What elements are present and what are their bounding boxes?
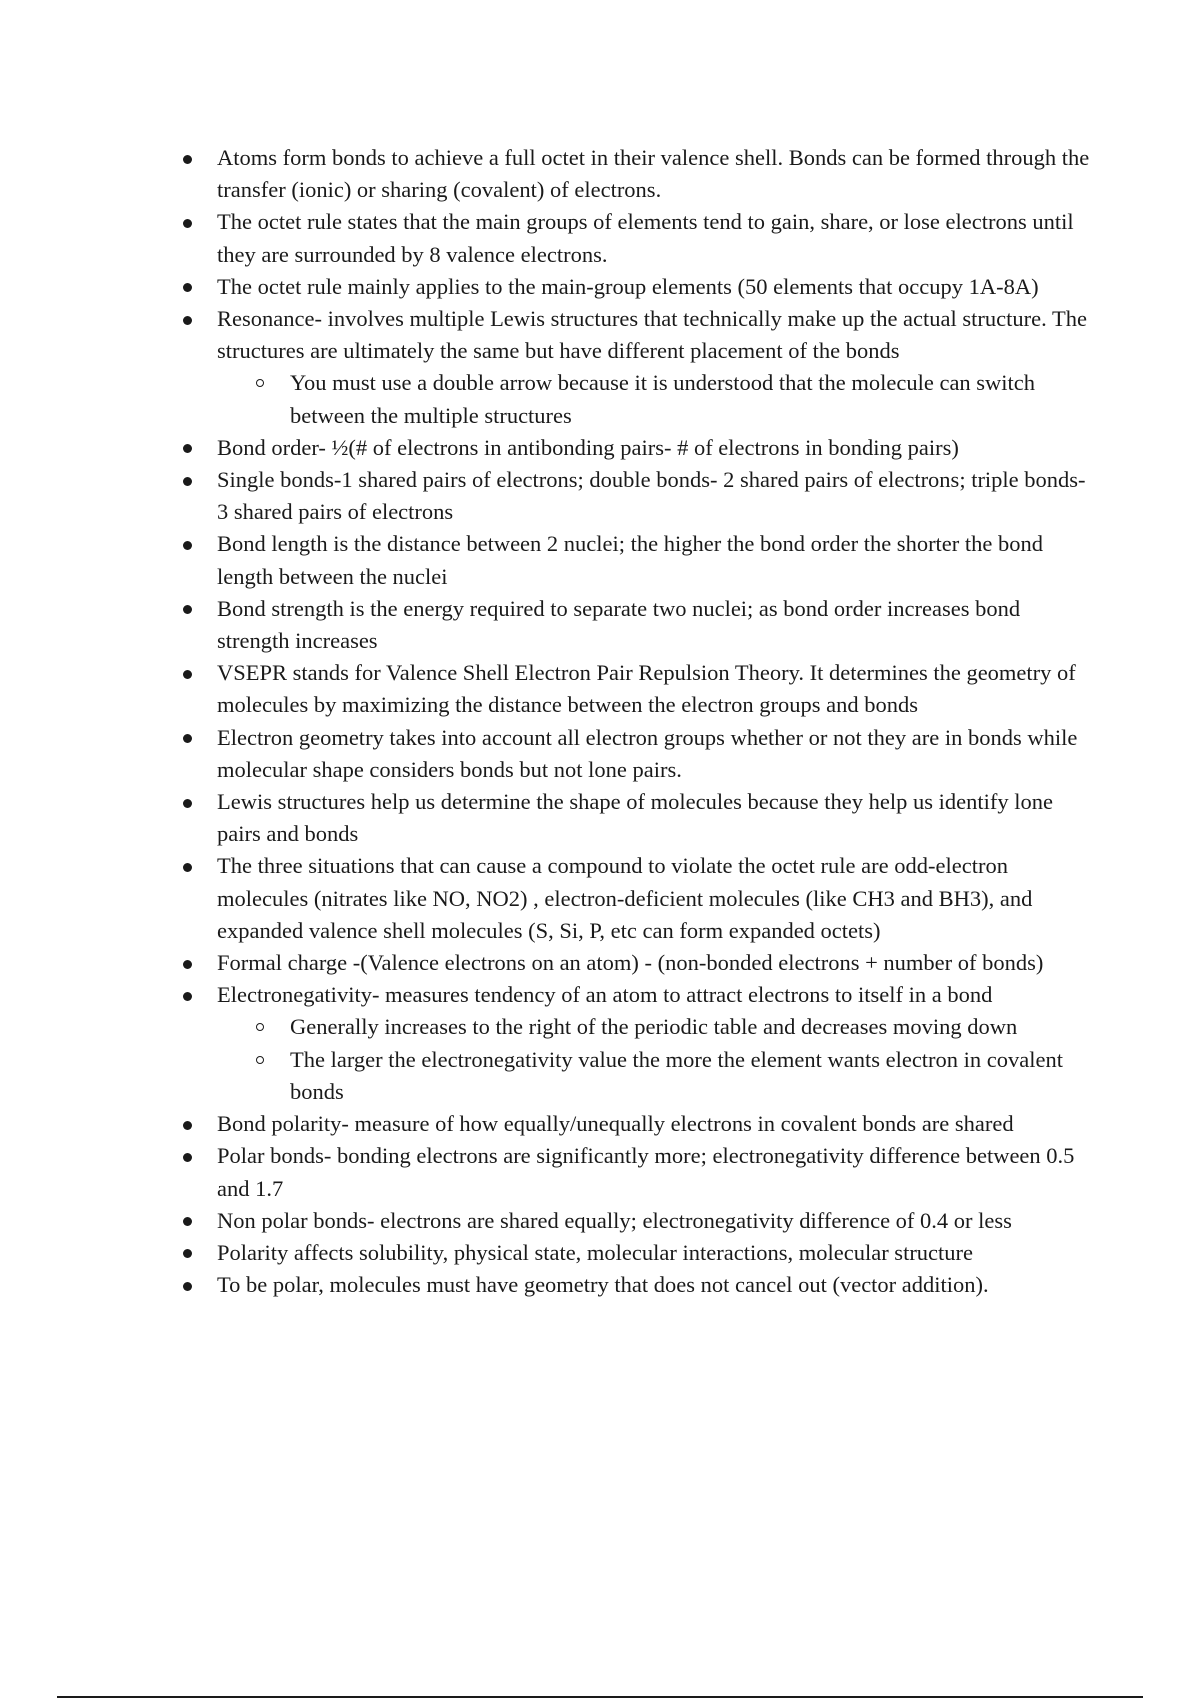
list-item-text: Electron geometry takes into account all electron groups whether or not they are in bonds while molecular shape considers bonds but not lone pairs.: [217, 724, 1078, 782]
list-item: [0, 206, 1097, 270]
list-item-text: The octet rule mainly applies to the main-group elements (50 elements that occupy 1A-8A): [217, 273, 1039, 299]
list-item: [0, 786, 1097, 850]
electronegativity-sub-list: [217, 1011, 1097, 1108]
list-item-text: Lewis structures help us determine the shape of molecules because they help us identify lone pairs and bonds: [217, 789, 1053, 847]
list-item: [0, 657, 1097, 721]
resonance-sub-list: [217, 367, 1097, 431]
page-bottom-rule: [57, 1696, 1143, 1698]
list-item: [0, 1269, 1097, 1301]
list-item-text: Bond order- ½(# of electrons in antibonding pairs- # of electrons in bonding pairs): [217, 434, 959, 460]
list-item: [0, 528, 1097, 592]
list-item: [0, 979, 1097, 1108]
list-item: [0, 1237, 1097, 1269]
sub-list-item: [0, 367, 1080, 431]
list-item: [0, 271, 1097, 303]
sub-list-item: [0, 1044, 1080, 1108]
list-item-text: Bond length is the distance between 2 nuclei; the higher the bond order the shorter the bond length between the nuclei: [217, 531, 1044, 589]
list-item: [0, 593, 1097, 657]
list-item: [0, 947, 1097, 979]
list-item: [0, 850, 1097, 947]
list-item-text: Electronegativity- measures tendency of an atom to attract electrons to itself in a bond: [217, 982, 993, 1008]
list-item-text: Formal charge -(Valence electrons on an atom) - (non-bonded electrons + number of bonds): [217, 950, 1044, 976]
list-item: [0, 432, 1097, 464]
sub-list-item-text: Generally increases to the right of the periodic table and decreases moving down: [290, 1014, 1018, 1040]
list-item-text: Non polar bonds- electrons are shared equally; electronegativity difference of 0.4 or less: [217, 1207, 1012, 1233]
list-item: [0, 1140, 1097, 1204]
list-item-text: The octet rule states that the main groups of elements tend to gain, share, or lose electrons until they are surrounded by 8 valence electrons.: [217, 209, 1074, 267]
list-item-text: The three situations that can cause a compound to violate the octet rule are odd-electron molecules (nitrates like NO, NO2) , electron-deficient molecules (like CH3 and BH3), and expanded valence shell molecules (S, Si, P, etc can form expanded octets): [217, 853, 1033, 943]
list-item: [0, 1205, 1097, 1237]
list-item: [0, 722, 1097, 786]
chemistry-notes-list: [0, 142, 1200, 1301]
list-item-text: To be polar, molecules must have geometry that does not cancel out (vector addition).: [217, 1272, 989, 1298]
sub-list-item-text: The larger the electronegativity value the more the element wants electron in covalent bonds: [290, 1046, 1064, 1104]
list-item-text: Bond strength is the energy required to separate two nuclei; as bond order increases bond strength increases: [217, 595, 1021, 654]
list-item-text: VSEPR stands for Valence Shell Electron Pair Repulsion Theory. It determines the geometry of molecules by maximizing the distance between the electron groups and bonds: [217, 660, 1076, 718]
list-item: [0, 142, 1097, 206]
list-item: [0, 1108, 1097, 1140]
list-item-text: Atoms form bonds to achieve a full octet in their valence shell. Bonds can be formed through the transfer (ionic) or sharing (covalent) of electrons.: [217, 145, 1090, 203]
list-item-text: Single bonds-1 shared pairs of electrons; double bonds- 2 shared pairs of electrons; triple bonds- 3 shared pairs of electrons: [217, 467, 1086, 525]
list-item: [0, 464, 1097, 528]
list-item-text: Resonance- involves multiple Lewis structures that technically make up the actual structure. The structures are ultimately the same but have different placement of the bonds: [217, 306, 1087, 364]
sub-list-item: [0, 1011, 1080, 1043]
list-item-text: Polar bonds- bonding electrons are significantly more; electronegativity difference between 0.5 and 1.7: [217, 1143, 1075, 1201]
list-item-text: Bond polarity- measure of how equally/unequally electrons in covalent bonds are shared: [217, 1111, 1014, 1137]
sub-list-item-text: You must use a double arrow because it is understood that the molecule can switch between the multiple structures: [290, 370, 1036, 428]
list-item: [0, 303, 1097, 432]
list-item-text: Polarity affects solubility, physical state, molecular interactions, molecular structure: [217, 1239, 974, 1265]
